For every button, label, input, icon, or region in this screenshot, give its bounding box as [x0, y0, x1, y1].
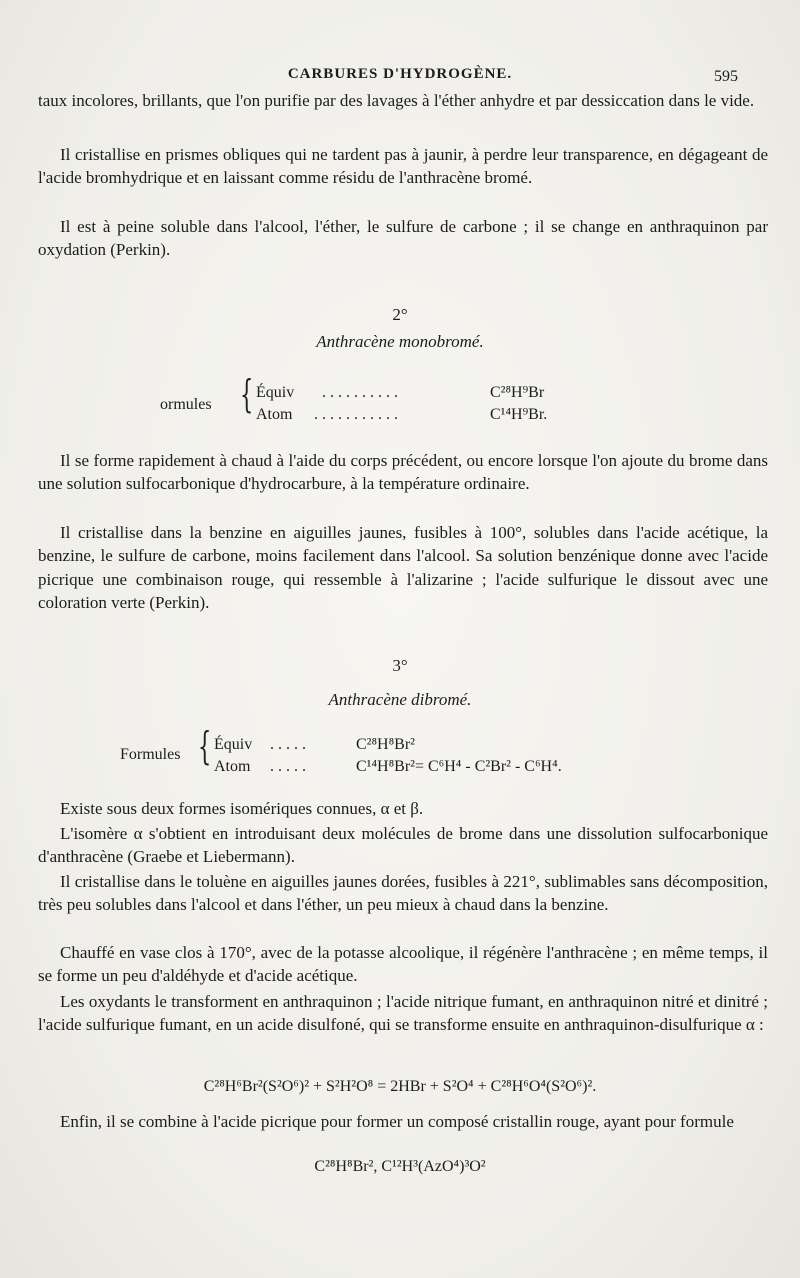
formula-label: Formules	[120, 746, 181, 763]
formula: C¹⁴H⁹Br.	[490, 406, 548, 423]
paragraph: Enfin, il se combine à l'acide picrique pour former un composé cristallin rouge, ayant pour formule	[60, 1112, 734, 1131]
formula-row-dots: . . . . .	[270, 758, 306, 775]
paragraph: Il est à peine soluble dans l'alcool, l'éther, le sulfure de carbone ; il se change en anthraquinon par oxydation (Perkin).	[38, 217, 768, 260]
formula-row-name: Atom	[214, 758, 251, 775]
formula: C²⁸H⁸Br²	[356, 736, 415, 753]
formula-label: ormules	[160, 396, 212, 413]
brace: {	[198, 724, 212, 768]
formula: C²⁸H⁹Br	[490, 384, 545, 401]
section-number: 2°	[392, 305, 408, 324]
section-title: Anthracène monobromé.	[316, 332, 484, 351]
formula-row-name: Atom	[256, 406, 293, 423]
paragraph: taux incolores, brillants, que l'on purifie par des lavages à l'éther anhydre et par dessiccation dans le vide.	[38, 91, 755, 110]
formula-row-dots: . . . . . . . . . .	[322, 384, 398, 401]
paragraph: Il cristallise dans la benzine en aiguilles jaunes, fusibles à 100°, solubles dans l'acide acétique, la benzine, le sulfure de carbone, moins facilement dans l'alcool. Sa solution benzénique donne avec l'acide picrique une combinaison rouge, qui ressemble à l'alizarine ; l'acide sulfurique le dissout avec une coloration verte (Perkin).	[38, 523, 768, 613]
formula-row-dots: . . . . .	[270, 736, 306, 753]
paragraph: Il cristallise en prismes obliques qui ne tardent pas à jaunir, à perdre leur transparence, en dégageant de l'acide bromhydrique et en laissant comme résidu de l'anthracène bromé.	[38, 145, 768, 188]
paragraph: Existe sous deux formes isomériques connues, α et β.	[60, 799, 424, 818]
formula: C¹⁴H⁸Br²= C⁶H⁴ - C²Br² - C⁶H⁴.	[356, 758, 562, 775]
formula-row-name: Équiv	[214, 736, 253, 753]
paragraph: Il se forme rapidement à chaud à l'aide du corps précédent, ou encore lorsque l'on ajoute du brome dans une solution sulfocarbonique d'hydrocarbure, à la température ordinaire.	[38, 451, 768, 494]
brace: {	[240, 372, 254, 416]
formula-row-dots: . . . . . . . . . . .	[314, 406, 398, 423]
formula-row-name: Équiv	[256, 384, 295, 401]
paragraph: L'isomère α s'obtient en introduisant deux molécules de brome dans une dissolution sulfocarbonique d'anthracène (Graebe et Liebermann).	[38, 824, 768, 867]
equation: C²⁸H⁶Br²(S²O⁶)² + S²H²O⁸ = 2HBr + S²O⁴ + C²⁸H⁶O⁴(S²O⁶)².	[203, 1078, 597, 1095]
section-number: 3°	[392, 656, 408, 675]
final-formula: C²⁸H⁸Br², C¹²H³(AzO⁴)³O²	[314, 1158, 486, 1175]
page-number: 595	[714, 68, 738, 85]
paragraph: Chauffé en vase clos à 170°, avec de la potasse alcoolique, il régénère l'anthracène ; en même temps, il se forme un peu d'aldéhyde et d'acide acétique.	[38, 943, 768, 986]
paragraph: Les oxydants le transforment en anthraquinon ; l'acide nitrique fumant, en anthraquinon nitré et dinitré ; l'acide sulfurique fumant, en un acide disulfoné, qui se transforme ensuite en anthraquinon-disulfurique α :	[38, 992, 768, 1035]
section-title: Anthracène dibromé.	[328, 690, 472, 709]
paragraph: Il cristallise dans le toluène en aiguilles jaunes dorées, fusibles à 221°, sublimables sans décomposition, très peu solubles dans l'alcool et dans l'éther, un peu mieux à chaud dans la benzine.	[38, 872, 768, 915]
running-header: CARBURES D'HYDROGÈNE.	[287, 66, 513, 82]
